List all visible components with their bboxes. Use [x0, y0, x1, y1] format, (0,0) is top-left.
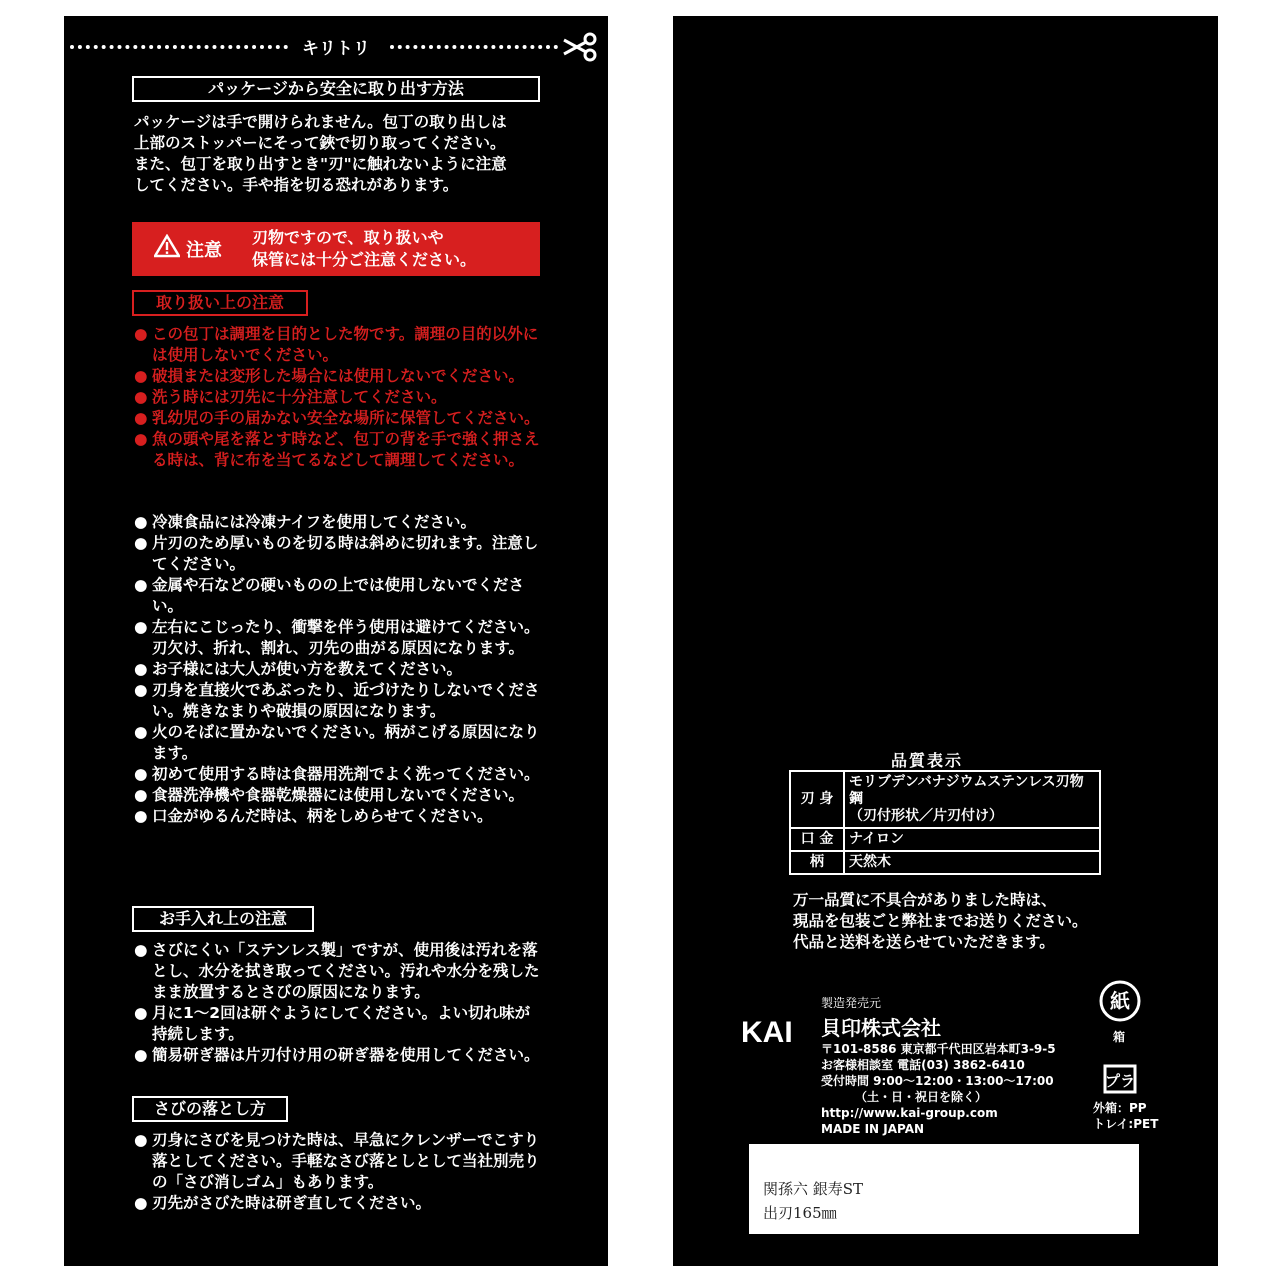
- warning-label: 注意: [186, 240, 222, 261]
- paper-recycle-label: 箱: [1113, 1030, 1126, 1044]
- list-item-text: 乳幼児の手の届かない安全な場所に保管してください。: [152, 409, 540, 427]
- plastic-line: トレイ:PET: [1093, 1117, 1159, 1131]
- list-item-text: 洗う時には刃先に十分注意してください。: [152, 388, 447, 406]
- address-line: （土・日・祝日を除く）: [855, 1090, 988, 1104]
- maker-name: 貝印株式会社: [821, 1016, 941, 1040]
- list-item-text: 初めて使用する時は食器用洗剤でよく洗ってください。: [152, 765, 540, 783]
- list-item: [134, 1003, 544, 1045]
- bullet: ●: [134, 1046, 148, 1064]
- warning-text: [252, 227, 476, 271]
- open-text-line: してください。手や指を切る恐れがあります。: [134, 176, 459, 194]
- list-item: [134, 533, 544, 575]
- package-back-instructions: [64, 16, 608, 1266]
- list-item: [134, 429, 544, 471]
- list-item-text: 魚の頭や尾を落とす時など、包丁の背を手で強く押さえる時は、背に布を当てるなどして調理してください。: [152, 430, 540, 469]
- warning-line: 保管には十分ご注意ください。: [252, 250, 477, 269]
- list-item-text: 火のそばに置かないでください。柄がこげる原因になります。: [152, 723, 540, 762]
- svg-text:紙: 紙: [1110, 989, 1130, 1013]
- bullet: ●: [134, 681, 148, 699]
- bullet: ●: [134, 618, 148, 636]
- list-item: [134, 785, 544, 806]
- bullet: ●: [134, 1194, 148, 1212]
- bullet: ●: [134, 430, 148, 448]
- list-item-text: 冷凍食品には冷凍ナイフを使用してください。: [152, 513, 476, 531]
- maker-address: [821, 1041, 1056, 1137]
- list-item: [134, 680, 544, 722]
- bullet: ●: [134, 409, 148, 427]
- list-item-text: この包丁は調理を目的とした物です。調理の目的以外には使用しないでください。: [152, 325, 539, 364]
- value-line: モリブデンバナジウムステンレス刃物鋼: [849, 774, 1084, 807]
- svg-text:プラ: プラ: [1104, 1072, 1136, 1090]
- plastic-recycle-label: [1093, 1100, 1158, 1132]
- open-method-text: [134, 112, 507, 196]
- rust-list: [134, 1130, 544, 1214]
- table-row: [790, 771, 1100, 828]
- care-title: お手入れ上の注意: [132, 906, 314, 932]
- maker-caption: 製造発売元: [821, 996, 882, 1010]
- open-text-line: また、包丁を取り出すとき"刃"に触れないように注意: [134, 155, 507, 173]
- list-item: [134, 512, 544, 533]
- address-line: 受付時間 9:00〜12:00・13:00〜17:00: [821, 1074, 1054, 1088]
- list-item-text: さびにくい「ステンレス製」ですが、使用後は汚れを落とし、水分を拭き取ってください。汚れや水分を残したまま放置するとさびの原因になります。: [152, 941, 540, 1001]
- product-size: 出刃165㎜: [763, 1204, 837, 1222]
- warning-line: 刃物ですので、取り扱いや: [252, 228, 444, 247]
- list-item-text: 食器洗浄機や食器乾燥器には使用しないでください。: [152, 786, 525, 804]
- list-item-text: 左右にこじったり、衝撃を伴う使用は避けてください。刃欠け、折れ、割れ、刃先の曲がる原因になります。: [152, 618, 540, 657]
- table-row: [790, 851, 1100, 874]
- list-item: [134, 408, 544, 429]
- table-value: [844, 771, 1100, 828]
- website-link: http://www.kai-group.com: [821, 1106, 998, 1120]
- note-line: 代品と送料を送らせていただきます。: [793, 933, 1055, 951]
- scissors-icon: [560, 32, 600, 62]
- package-back-info: [673, 16, 1218, 1266]
- handling-red-list: [134, 324, 544, 471]
- bullet: ●: [134, 765, 148, 783]
- dotted-line-right: [390, 45, 558, 49]
- bullet: ●: [134, 367, 148, 385]
- list-item: [134, 722, 544, 764]
- note-line: 万一品質に不具合がありました時は、: [793, 891, 1057, 909]
- bullet: ●: [134, 513, 148, 531]
- list-item: [134, 366, 544, 387]
- bullet: ●: [134, 388, 148, 406]
- list-item-text: 刃身にさびを見つけた時は、早急にクレンザーでこすり落としてください。手軽なさび落としとして当社別売りの「さび消しゴム」もあります。: [152, 1131, 540, 1191]
- list-item-text: 月に1〜2回は研ぐようにしてください。よい切れ味が持続します。: [152, 1004, 531, 1043]
- warning-banner: [132, 222, 540, 276]
- list-item-text: 簡易研ぎ器は片刃付け用の研ぎ器を使用してください。: [152, 1046, 540, 1064]
- plastic-line: 外箱：PP: [1093, 1101, 1147, 1115]
- list-item-text: 破損または変形した場合には使用しないでください。: [152, 367, 525, 385]
- bullet: ●: [134, 807, 148, 825]
- defect-note: [793, 890, 1088, 953]
- list-item-text: 片刃のため厚いものを切る時は斜めに切れます。注意してください。: [152, 534, 539, 573]
- plastic-recycle-icon: [1097, 1058, 1143, 1100]
- table-value: 天然木: [844, 851, 1100, 874]
- list-item: [134, 1193, 544, 1214]
- handling-title: 取り扱い上の注意: [132, 290, 308, 316]
- dotted-line-left: [70, 45, 288, 49]
- value-line: （刃付形状／片刃付け）: [849, 808, 1003, 824]
- note-line: 現品を包装ごと弊社までお送りください。: [793, 912, 1088, 930]
- warning-icon: [154, 234, 180, 258]
- list-item: [134, 387, 544, 408]
- product-name: 関孫六 銀寿ST: [763, 1180, 864, 1198]
- paper-recycle-icon: [1097, 978, 1143, 1024]
- bullet: ●: [134, 534, 148, 552]
- open-text-line: パッケージは手で開けられません。包丁の取り出しは: [134, 113, 507, 131]
- quality-title: 品質表示: [891, 751, 964, 770]
- bullet: ●: [134, 576, 148, 594]
- svg-text:KAI: KAI: [741, 1016, 793, 1046]
- list-item-text: 刃身を直接火であぶったり、近づけたりしないでください。焼きなまりや破損の原因になります。: [152, 681, 540, 720]
- list-item-text: 口金がゆるんだ時は、柄をしめらせてください。: [152, 807, 493, 825]
- table-key: 刃 身: [790, 771, 844, 828]
- bullet: ●: [134, 723, 148, 741]
- bullet: ●: [134, 941, 148, 959]
- bullet: ●: [134, 1131, 148, 1149]
- address-line: お客様相談室 電話(03) 3862-6410: [821, 1058, 1025, 1072]
- list-item: [134, 617, 544, 659]
- list-item: [134, 1045, 544, 1066]
- bullet: ●: [134, 660, 148, 678]
- list-item: [134, 659, 544, 680]
- list-item-text: お子様には大人が使い方を教えてください。: [152, 660, 463, 678]
- bullet: ●: [134, 325, 148, 343]
- table-row: [790, 828, 1100, 851]
- table-value: ナイロン: [844, 828, 1100, 851]
- cut-label: キリトリ: [302, 39, 370, 59]
- list-item: [134, 1130, 544, 1193]
- care-list: [134, 940, 544, 1066]
- bullet: ●: [134, 786, 148, 804]
- table-key: 柄: [790, 851, 844, 874]
- open-method-title: パッケージから安全に取り出す方法: [132, 76, 540, 102]
- bullet: ●: [134, 1004, 148, 1022]
- list-item-text: 金属や石などの硬いものの上では使用しないでください。: [152, 576, 525, 615]
- address-line: 〒101-8586 東京都千代田区岩本町3-9-5: [821, 1042, 1056, 1056]
- open-text-line: 上部のストッパーにそって鋏で切り取ってください。: [134, 134, 506, 152]
- handling-white-list: [134, 512, 544, 827]
- table-key: 口 金: [790, 828, 844, 851]
- product-label: [749, 1144, 1139, 1234]
- quality-table: [789, 770, 1101, 875]
- origin-line: MADE IN JAPAN: [821, 1122, 925, 1136]
- list-item: [134, 324, 544, 366]
- list-item: [134, 575, 544, 617]
- kai-logo: [741, 1016, 811, 1046]
- list-item: [134, 806, 544, 827]
- list-item: [134, 764, 544, 785]
- cut-line: [70, 32, 600, 60]
- list-item-text: 刃先がさびた時は研ぎ直してください。: [152, 1194, 432, 1212]
- rust-title: さびの落とし方: [132, 1096, 288, 1122]
- list-item: [134, 940, 544, 1003]
